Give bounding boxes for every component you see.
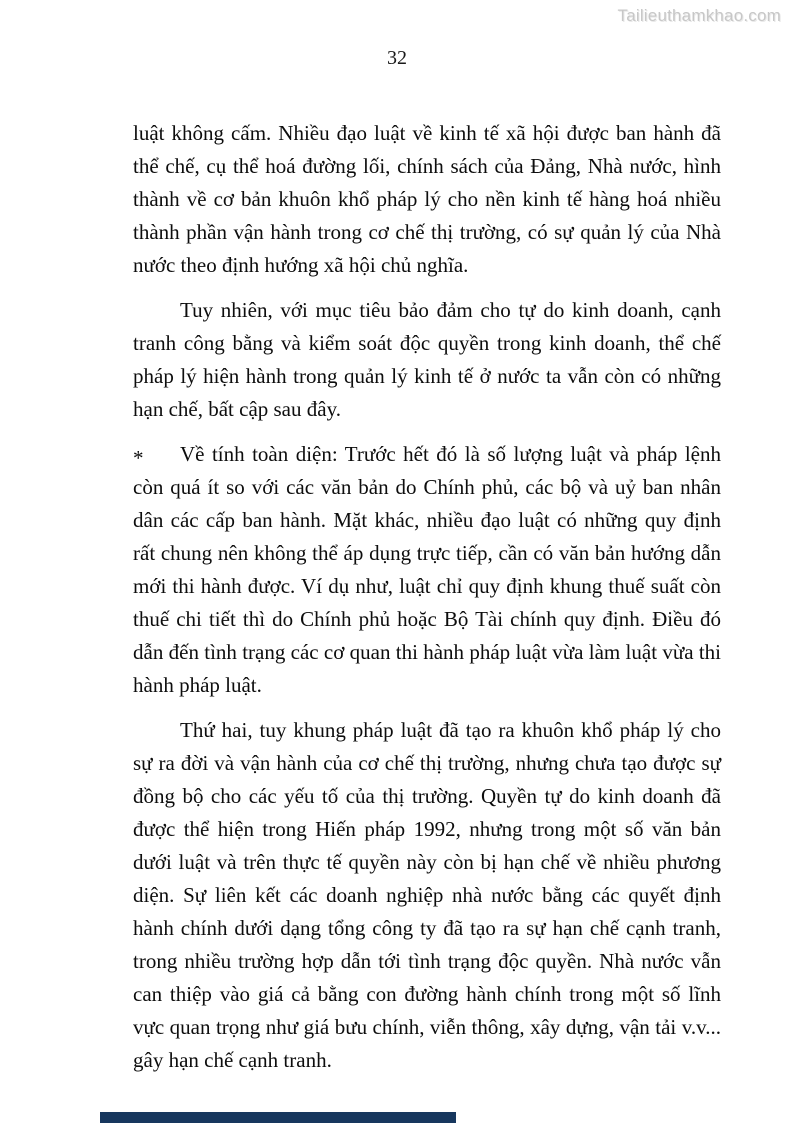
paragraph-text: Về tính toàn diện: Trước hết đó là số lượng luật và pháp lệnh còn quá ít so với các văn bản do Chính phủ, các bộ và uỷ ban nhân dân các cấp ban hành. Mặt khác, nhiều đạo luật có những quy định rất chung nên không thể áp dụng trực tiếp, cần có văn bản hướng dẫn mới thi hành được. Ví dụ như, luật chỉ quy định khung thuế suất còn thuế chi tiết thì do Chính phủ hoặc Bộ Tài chính quy định. Điều đó dẫn đến tình trạng các cơ quan thi hành pháp luật vừa làm luật vừa thi hành pháp luật.	[133, 442, 721, 697]
watermark: Tailieuthamkhao.com	[617, 6, 781, 25]
bullet-paragraph	[133, 438, 721, 702]
page-body	[133, 117, 721, 1089]
paragraph: Thứ hai, tuy khung pháp luật đã tạo ra khuôn khổ pháp lý cho sự ra đời và vận hành của cơ chế thị trường, nhưng chưa tạo được sự đồng bộ cho các yếu tố của thị trường. Quyền tự do kinh doanh đã được thể hiện trong Hiến pháp 1992, nhưng trong một số văn bản dưới luật và trên thực tế quyền này còn bị hạn chế về nhiều phương diện. Sự liên kết các doanh nghiệp nhà nước bằng các quyết định hành chính dưới dạng tổng công ty đã tạo ra sự hạn chế cạnh tranh, trong nhiều trường hợp dẫn tới tình trạng độc quyền. Nhà nước vẫn can thiệp vào giá cả bằng con đường hành chính trong một số lĩnh vực quan trọng như giá bưu chính, viễn thông, xây dựng, vận tải v.v... gây hạn chế cạnh tranh.	[133, 718, 721, 1072]
paragraph: Tuy nhiên, với mục tiêu bảo đảm cho tự do kinh doanh, cạnh tranh công bằng và kiểm soát độc quyền trong kinh doanh, thể chế pháp lý hiện hành trong quản lý kinh tế ở nước ta vẫn còn có những hạn chế, bất cập sau đây.	[133, 298, 721, 421]
page-number: 32	[387, 47, 407, 69]
asterisk-bullet: *	[133, 446, 144, 470]
footer-bar	[100, 1112, 456, 1123]
paragraph: luật không cấm. Nhiều đạo luật về kinh tế xã hội được ban hành đã thể chế, cụ thể hoá đường lối, chính sách của Đảng, Nhà nước, hình thành về cơ bản khuôn khổ pháp lý cho nền kinh tế hàng hoá nhiều thành phần vận hành trong cơ chế thị trường, có sự quản lý của Nhà nước theo định hướng xã hội chủ nghĩa.	[133, 121, 721, 277]
